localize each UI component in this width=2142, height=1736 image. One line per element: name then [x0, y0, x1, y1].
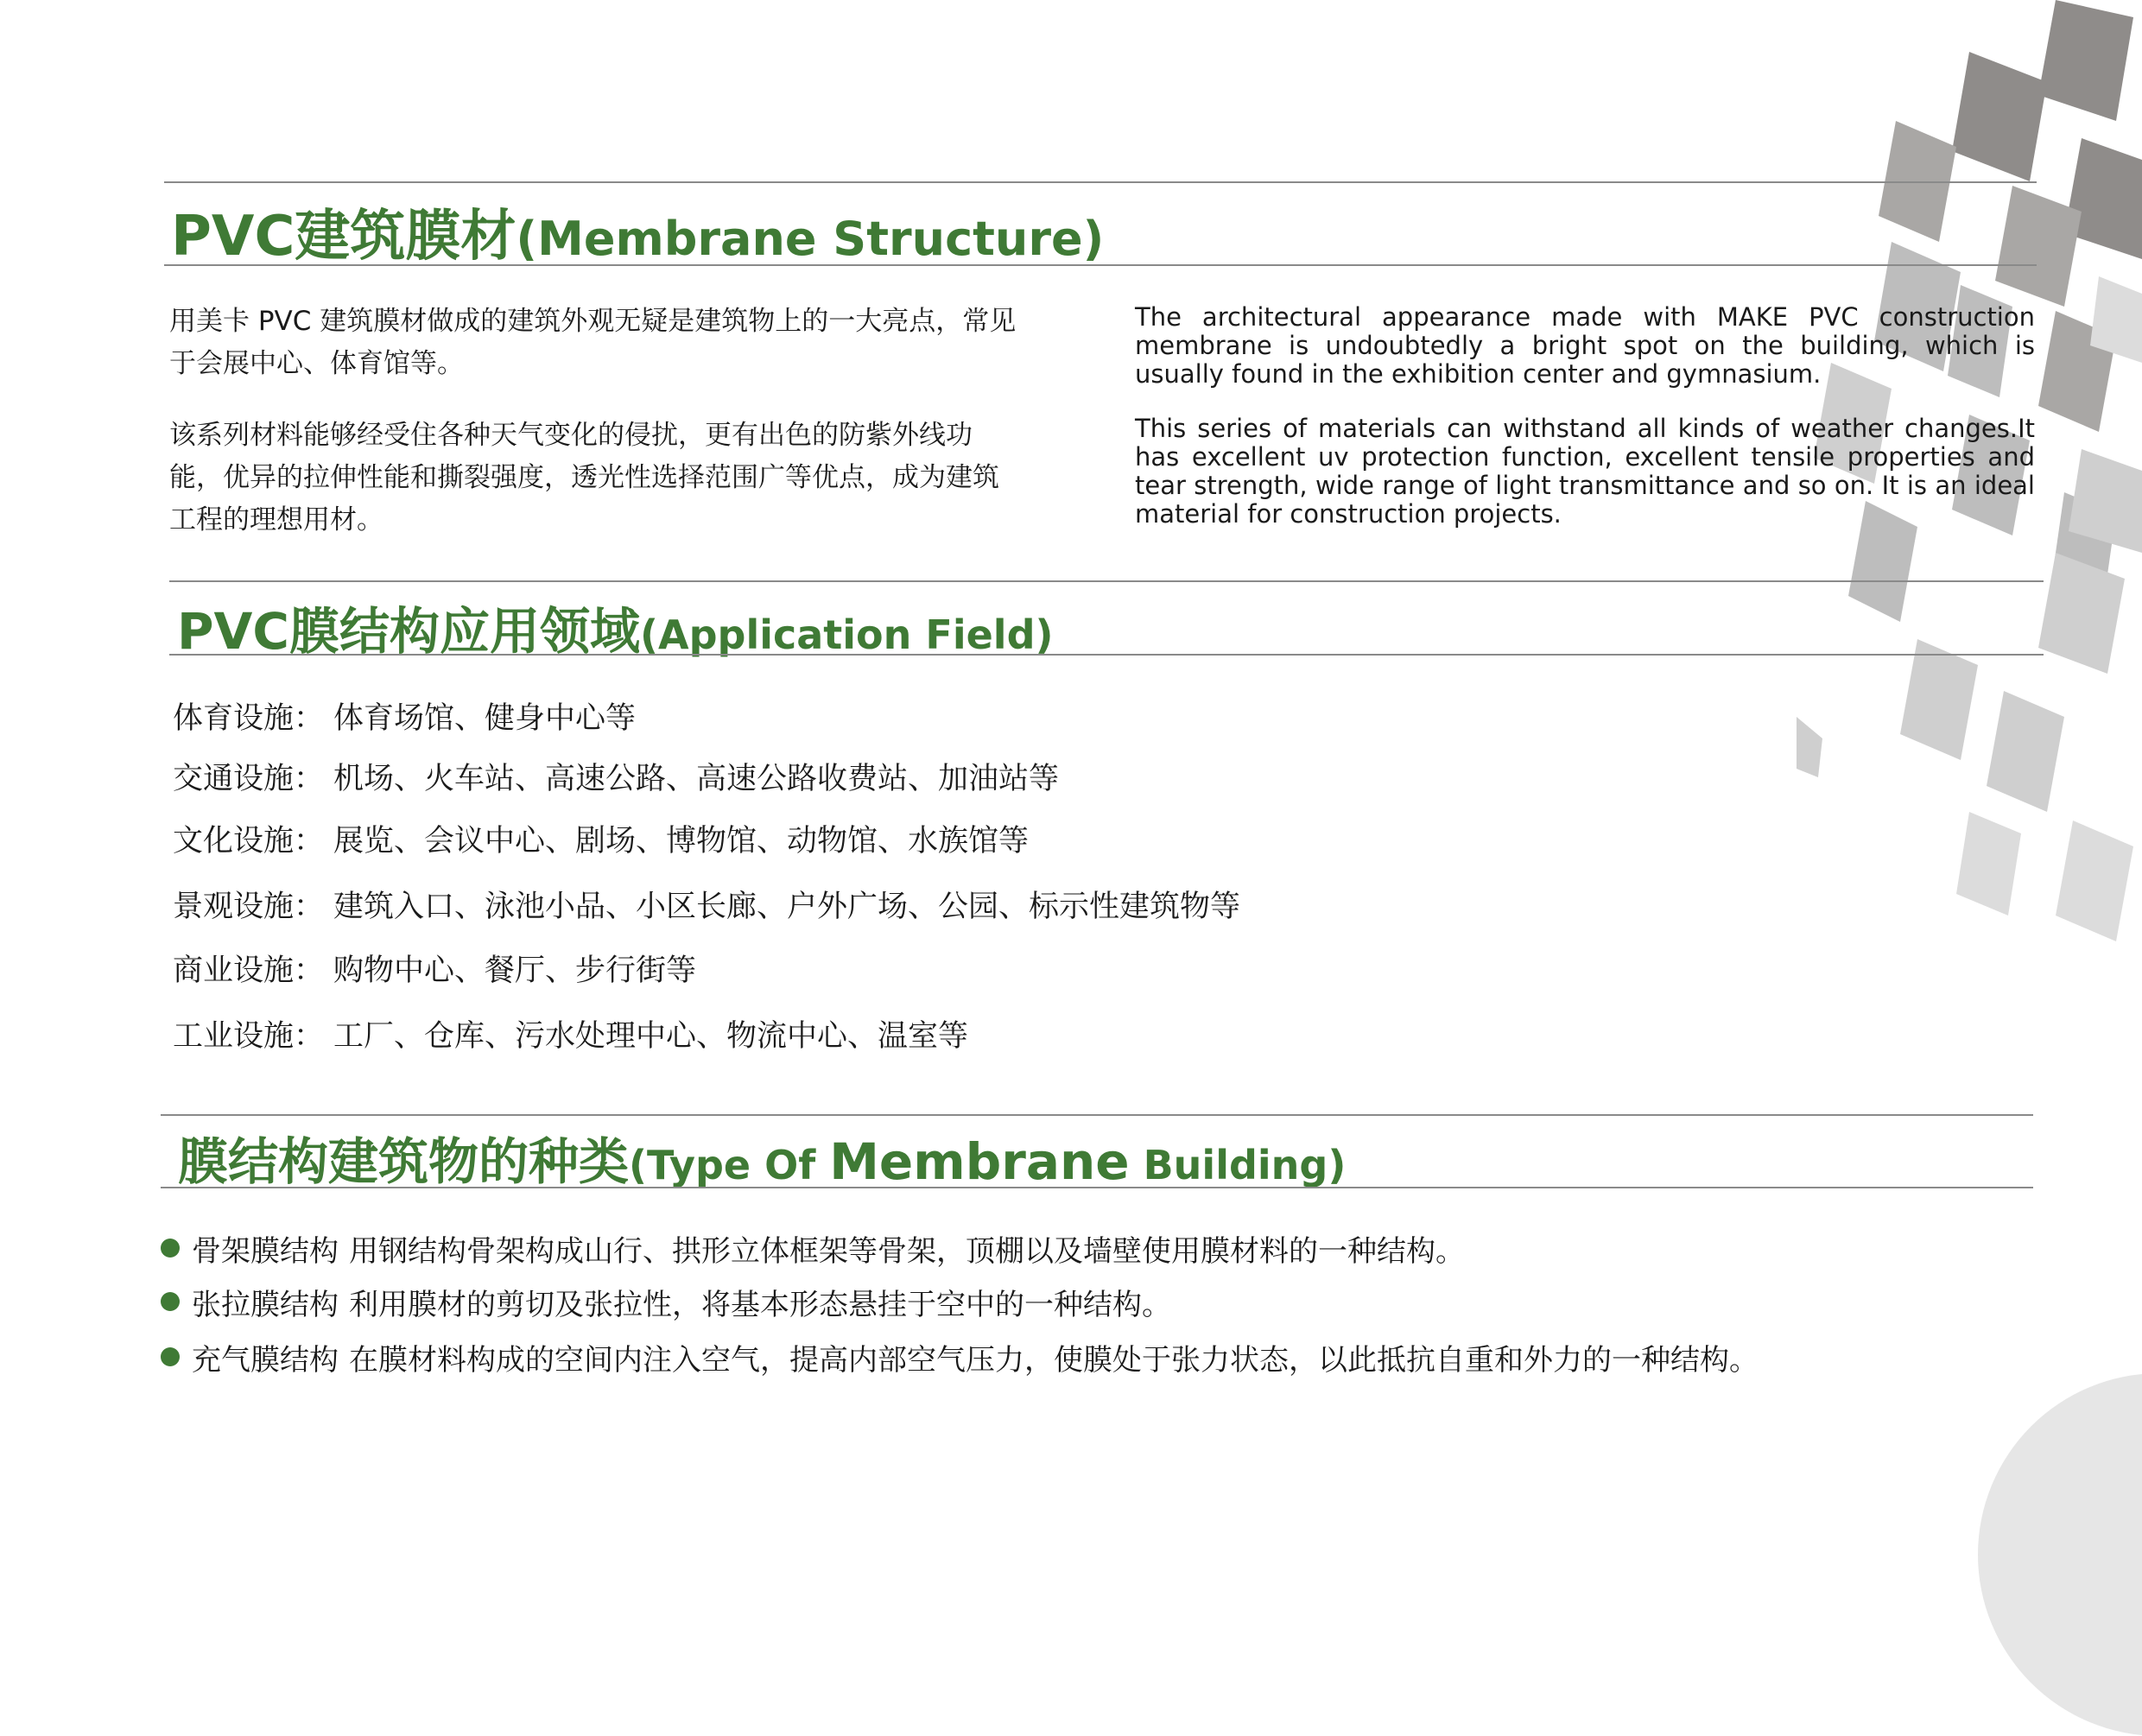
- membrane-en-paragraph: The architectural appearance made with MAKE PVC construction membrane is undoubtedly a bright spot on the building, which is usually found in the exhibition center and gymnasium.: [1135, 302, 2035, 389]
- membrane-structure-heading: [171, 192, 1104, 271]
- section-rule: [169, 580, 2044, 582]
- application-category: 体育设施：: [173, 701, 325, 736]
- section-rule: [161, 1187, 2033, 1188]
- building-type-name: 骨架膜结构: [192, 1233, 339, 1269]
- application-category: 景观设施：: [173, 890, 325, 924]
- application-row: [173, 817, 1029, 860]
- decorative-circle: [1978, 1373, 2142, 1736]
- application-category: 文化设施：: [173, 824, 325, 858]
- section-rule: [169, 654, 2044, 656]
- application-row: [173, 883, 1240, 926]
- application-row: [173, 755, 1059, 798]
- heading-cn: PVC膜结构应用领域: [177, 602, 640, 661]
- bullet-icon: [161, 1292, 180, 1311]
- heading-en: (Application Field): [639, 611, 1054, 658]
- application-items: 建筑入口、泳池小品、小区长廊、户外广场、公园、标示性建筑物等: [333, 890, 1241, 924]
- building-type-description: 在膜材料构成的空间内注入空气，提高内部空气压力，使膜处于张力状态，以此抵抗自重和外力的一种结构。: [349, 1342, 1759, 1378]
- heading-en: (Membrane Structure): [516, 212, 1105, 266]
- application-category: 交通设施：: [173, 762, 325, 796]
- building-type-row: [161, 1335, 1759, 1378]
- membrane-building-types-heading: [178, 1121, 1346, 1194]
- application-row: [173, 694, 636, 738]
- heading-en: Building): [1129, 1142, 1347, 1188]
- application-category: 商业设施：: [173, 954, 325, 988]
- heading-en: (Type Of: [629, 1142, 830, 1188]
- application-items: 机场、火车站、高速公路、高速公路收费站、加油站等: [333, 762, 1060, 796]
- membrane-en-paragraph: This series of materials can withstand all kinds of weather changes.It has excellent uv protection function, excellent tensile properties and tear strength, wide range of light transmittance and so on. It is an ideal material for construction projects.: [1135, 414, 2035, 529]
- membrane-cn-paragraph: 用美卡 PVC 建筑膜材做成的建筑外观无疑是建筑物上的一大亮点，常见于会展中心、体育馆等。: [169, 306, 1017, 379]
- application-items: 体育场馆、健身中心等: [333, 701, 637, 736]
- application-items: 展览、会议中心、剧场、博物馆、动物馆、水族馆等: [333, 824, 1030, 858]
- bullet-icon: [161, 1347, 180, 1366]
- heading-en-emphasis: Membrane: [829, 1132, 1130, 1191]
- application-items: 工厂、仓库、污水处理中心、物流中心、温室等: [333, 1019, 969, 1054]
- section-rule: [164, 264, 2037, 266]
- building-type-description: 用钢结构骨架构成山行、拱形立体框架等骨架，顶棚以及墙壁使用膜材料的一种结构。: [349, 1233, 1465, 1269]
- section-rule: [164, 181, 2037, 183]
- application-items: 购物中心、餐厅、步行街等: [333, 954, 697, 988]
- building-type-row: [161, 1226, 1465, 1270]
- membrane-cn-paragraph: 该系列材料能够经受住各种天气变化的侵扰，更有出色的防紫外线功能，优异的拉伸性能和撕裂强度，透光性选择范围广等优点，成为建筑工程的理想用材。: [169, 420, 999, 535]
- building-type-description: 利用膜材的剪切及张拉性，将基本形态悬挂于空中的一种结构。: [349, 1287, 1171, 1322]
- building-type-name: 充气膜结构: [192, 1342, 339, 1378]
- heading-cn: PVC建筑膜材: [171, 205, 516, 269]
- application-row: [173, 1012, 968, 1055]
- building-type-name: 张拉膜结构: [192, 1287, 339, 1322]
- application-category: 工业设施：: [173, 1019, 325, 1054]
- application-field-heading: [177, 591, 1054, 663]
- heading-cn: 膜结构建筑物的种类: [178, 1132, 630, 1191]
- building-type-row: [161, 1280, 1171, 1323]
- bullet-icon: [161, 1239, 180, 1258]
- application-row: [173, 947, 696, 990]
- section-rule: [161, 1114, 2033, 1116]
